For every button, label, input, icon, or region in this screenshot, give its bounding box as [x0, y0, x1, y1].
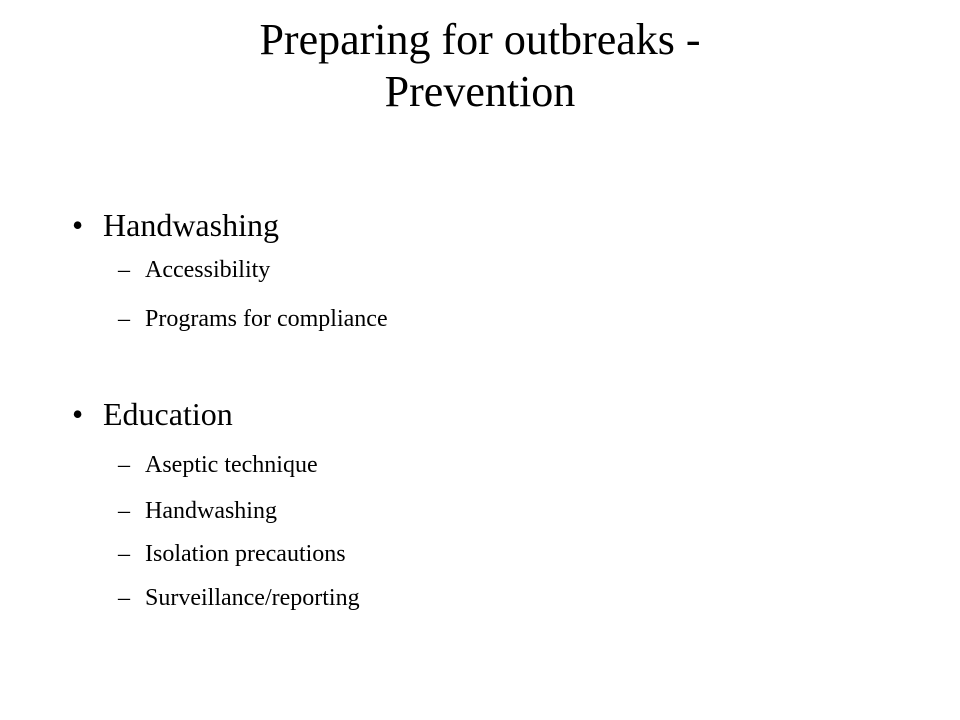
slide-title-line-1: Preparing for outbreaks -	[259, 15, 701, 64]
sub-item-accessibility	[118, 256, 270, 284]
sub-item-programs-for-compliance	[118, 305, 388, 333]
sub-item-surveillance-reporting	[118, 584, 360, 612]
sub-marker: –	[118, 257, 130, 283]
sub-item-text: Surveillance/reporting	[145, 585, 360, 611]
bullet-text: Education	[103, 396, 233, 432]
sub-item-text: Aseptic technique	[145, 452, 318, 478]
slide-title-line-2: Prevention	[384, 67, 576, 116]
sub-item-isolation-precautions	[118, 540, 346, 568]
sub-item-text: Accessibility	[145, 257, 271, 283]
slide-title	[0, 14, 960, 118]
sub-item-text: Handwashing	[145, 498, 277, 524]
sub-item-text: Isolation precautions	[145, 541, 346, 567]
sub-marker: –	[118, 498, 130, 524]
sub-marker: –	[118, 452, 130, 478]
sub-marker: –	[118, 585, 130, 611]
sub-item-handwashing	[118, 497, 277, 525]
sub-item-text: Programs for compliance	[145, 306, 388, 332]
bullet-marker: •	[72, 207, 84, 243]
bullet-handwashing	[72, 207, 279, 243]
sub-marker: –	[118, 541, 130, 567]
bullet-marker: •	[72, 396, 84, 432]
bullet-text: Handwashing	[103, 207, 279, 243]
bullet-education	[72, 396, 233, 432]
sub-item-aseptic-technique	[118, 451, 318, 479]
sub-marker: –	[118, 306, 130, 332]
